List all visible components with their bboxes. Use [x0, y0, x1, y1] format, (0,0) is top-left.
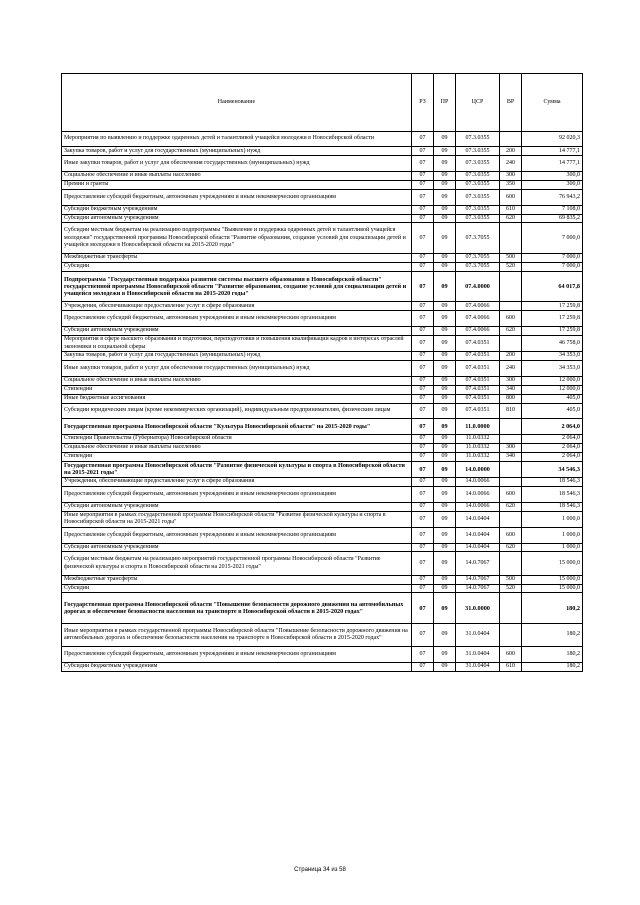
cell-csr: 07.3.0355 — [456, 156, 500, 172]
cell-rz: 07 — [412, 223, 434, 254]
header-name: Наименование — [62, 74, 412, 132]
cell-name: Стипендии — [62, 385, 412, 394]
cell-pr: 09 — [434, 311, 456, 327]
table-row — [62, 214, 583, 223]
cell-pr: 09 — [434, 575, 456, 584]
cell-rz: 07 — [412, 624, 434, 647]
cell-pr: 09 — [434, 486, 456, 502]
cell-vr — [500, 552, 522, 575]
cell-csr: 07.3.7055 — [456, 223, 500, 254]
table-row — [62, 223, 583, 254]
cell-pr: 09 — [434, 214, 456, 223]
cell-vr: 600 — [500, 527, 522, 543]
cell-vr: 520 — [500, 262, 522, 271]
cell-sum: 12 000,0 — [522, 376, 583, 385]
table-row — [62, 584, 583, 593]
cell-vr: 350 — [500, 180, 522, 189]
cell-sum: 14 777,1 — [522, 156, 583, 172]
cell-pr: 09 — [434, 394, 456, 403]
page-number: Страница 34 из 58 — [294, 867, 346, 873]
cell-rz: 07 — [412, 180, 434, 189]
table-row — [62, 311, 583, 327]
cell-sum: 15 000,0 — [522, 552, 583, 575]
cell-pr: 09 — [434, 624, 456, 647]
cell-pr: 09 — [434, 361, 456, 377]
cell-sum: 12 000,0 — [522, 385, 583, 394]
cell-rz: 07 — [412, 147, 434, 156]
cell-sum: 2 064,0 — [522, 444, 583, 453]
cell-pr: 09 — [434, 302, 456, 311]
table-row — [62, 205, 583, 214]
cell-vr — [500, 511, 522, 527]
cell-pr: 09 — [434, 376, 456, 385]
cell-sum: 15 000,0 — [522, 575, 583, 584]
cell-vr — [500, 419, 522, 435]
table-row — [62, 180, 583, 189]
cell-sum: 17 259,8 — [522, 327, 583, 336]
cell-csr: 07.4.0351 — [456, 361, 500, 377]
cell-pr: 09 — [434, 584, 456, 593]
cell-rz: 07 — [412, 461, 434, 477]
cell-sum: 7 000,0 — [522, 223, 583, 254]
cell-name: Стипендии — [62, 452, 412, 461]
cell-rz: 07 — [412, 376, 434, 385]
cell-csr: 14.0.7067 — [456, 584, 500, 593]
cell-pr: 09 — [434, 147, 456, 156]
cell-sum: 69 835,2 — [522, 214, 583, 223]
cell-pr: 09 — [434, 131, 456, 147]
cell-rz: 07 — [412, 477, 434, 486]
cell-name: Субсидии автономным учреждениям — [62, 543, 412, 552]
cell-pr: 09 — [434, 552, 456, 575]
cell-name: Предоставление субсидий бюджетным, автономным учреждениям и иным некоммерческим организациям — [62, 486, 412, 502]
cell-name: Предоставление субсидий бюджетным, автономным учреждениям и иным некоммерческим организациям — [62, 189, 412, 205]
cell-csr: 07.3.0355 — [456, 172, 500, 181]
cell-vr: 200 — [500, 352, 522, 361]
cell-csr: 07.4.0351 — [456, 403, 500, 419]
table-row — [62, 352, 583, 361]
table-row — [62, 394, 583, 403]
cell-rz: 07 — [412, 254, 434, 263]
budget-table — [61, 73, 583, 672]
cell-vr: 610 — [500, 662, 522, 671]
cell-sum: 1 000,0 — [522, 511, 583, 527]
cell-vr: 620 — [500, 214, 522, 223]
cell-vr: 800 — [500, 394, 522, 403]
cell-name: Субсидии местным бюджетам на реализацию мероприятий государственной программы Новосибирской области "Развитие физической культуры и спорта в Новосибирской области на 2015-2021 годы" — [62, 552, 412, 575]
table-row — [62, 444, 583, 453]
table-row — [62, 502, 583, 511]
cell-csr: 11.0.0332 — [456, 452, 500, 461]
cell-csr: 11.0.0332 — [456, 435, 500, 444]
cell-name: Предоставление субсидий бюджетным, автономным учреждениям и иным некоммерческим организациям — [62, 647, 412, 663]
cell-pr: 09 — [434, 189, 456, 205]
cell-pr: 09 — [434, 461, 456, 477]
table-row — [62, 131, 583, 147]
cell-pr: 09 — [434, 180, 456, 189]
table-row — [62, 662, 583, 671]
cell-sum: 18 546,3 — [522, 486, 583, 502]
cell-rz: 07 — [412, 311, 434, 327]
table-row — [62, 189, 583, 205]
cell-rz: 07 — [412, 156, 434, 172]
cell-rz: 07 — [412, 205, 434, 214]
cell-vr — [500, 461, 522, 477]
table-row — [62, 385, 583, 394]
cell-csr: 14.0.0404 — [456, 543, 500, 552]
cell-vr — [500, 593, 522, 624]
cell-csr: 07.4.0000 — [456, 271, 500, 302]
cell-rz: 07 — [412, 575, 434, 584]
cell-vr — [500, 131, 522, 147]
cell-sum: 2 064,0 — [522, 419, 583, 435]
header-csr: ЦСР — [456, 74, 500, 132]
cell-sum: 1 000,0 — [522, 543, 583, 552]
cell-vr: 810 — [500, 403, 522, 419]
cell-csr: 07.3.0355 — [456, 147, 500, 156]
cell-csr: 14.0.7067 — [456, 575, 500, 584]
cell-sum: 34 353,0 — [522, 361, 583, 377]
cell-pr: 09 — [434, 543, 456, 552]
cell-rz: 07 — [412, 552, 434, 575]
cell-name: Подпрограмма "Государственная поддержка развития системы высшего образования в Новосибирской области" государственной программы Новосибирской области "Развитие образования, создание условий для социализации детей и учащейся молодежи в Новосибирской области на 2015-2020 годы" — [62, 271, 412, 302]
cell-vr — [500, 624, 522, 647]
header-rz: РЗ — [412, 74, 434, 132]
cell-name: Межбюджетные трансферты — [62, 575, 412, 584]
cell-sum: 7 000,0 — [522, 254, 583, 263]
cell-name: Субсидии — [62, 262, 412, 271]
cell-rz: 07 — [412, 327, 434, 336]
cell-csr: 07.4.0351 — [456, 394, 500, 403]
cell-rz: 07 — [412, 352, 434, 361]
cell-vr: 620 — [500, 502, 522, 511]
cell-csr: 11.0.0332 — [456, 444, 500, 453]
cell-csr: 14.0.7067 — [456, 552, 500, 575]
cell-csr: 07.3.0355 — [456, 180, 500, 189]
cell-vr: 300 — [500, 376, 522, 385]
cell-vr: 600 — [500, 647, 522, 663]
cell-sum: 1 000,0 — [522, 527, 583, 543]
cell-name: Социальное обеспечение и иные выплаты населению — [62, 444, 412, 453]
table-row — [62, 172, 583, 181]
cell-rz: 07 — [412, 214, 434, 223]
cell-name: Мероприятия в сфере высшего образования и подготовки, переподготовки и повышения квалификации кадров в интересах отраслей экономики и социальной сферы — [62, 335, 412, 351]
cell-pr: 09 — [434, 435, 456, 444]
cell-name: Субсидии местным бюджетам на реализацию подпрограммы "Выявление и поддержка одаренных детей и талантливой учащейся молодежи" государственной программы Новосибирской области "Развитие образования, создание условий для социализации детей и учащейся молодежи в Новосибирской области на 2015-2020 годы" — [62, 223, 412, 254]
cell-rz: 07 — [412, 662, 434, 671]
cell-name: Государственная программа Новосибирской области "Развитие физической культуры и спорта в Новосибирской области на 2015-2021 годы" — [62, 461, 412, 477]
cell-sum: 300,0 — [522, 172, 583, 181]
header-vr: ВР — [500, 74, 522, 132]
cell-name: Иные закупки товаров, работ и услуг для обеспечения государственных (муниципальных) нужд — [62, 361, 412, 377]
cell-vr: 240 — [500, 361, 522, 377]
cell-pr: 09 — [434, 352, 456, 361]
cell-rz: 07 — [412, 394, 434, 403]
table-row — [62, 327, 583, 336]
cell-pr: 09 — [434, 335, 456, 351]
cell-pr: 09 — [434, 254, 456, 263]
table-body — [62, 131, 583, 671]
cell-pr: 09 — [434, 593, 456, 624]
cell-csr: 07.3.0355 — [456, 214, 500, 223]
cell-name: Государственная программа Новосибирской области "Культура Новосибирской области" на 2015-2020 годы" — [62, 419, 412, 435]
cell-rz: 07 — [412, 385, 434, 394]
cell-sum: 180,2 — [522, 593, 583, 624]
cell-vr: 600 — [500, 189, 522, 205]
table-row — [62, 624, 583, 647]
cell-vr: 300 — [500, 444, 522, 453]
cell-name: Учреждения, обеспечивающие предоставление услуг в сфере образования — [62, 477, 412, 486]
cell-pr: 09 — [434, 647, 456, 663]
cell-pr: 09 — [434, 262, 456, 271]
cell-vr: 240 — [500, 156, 522, 172]
cell-rz: 07 — [412, 593, 434, 624]
cell-name: Предоставление субсидий бюджетным, автономным учреждениям и иным некоммерческим организациям — [62, 311, 412, 327]
table-row — [62, 461, 583, 477]
cell-rz: 07 — [412, 435, 434, 444]
cell-csr: 11.0.0000 — [456, 419, 500, 435]
cell-pr: 09 — [434, 477, 456, 486]
cell-pr: 09 — [434, 444, 456, 453]
cell-name: Предоставление субсидий бюджетным, автономным учреждениям и иным некоммерческим организациям — [62, 527, 412, 543]
table-row — [62, 271, 583, 302]
cell-vr: 620 — [500, 327, 522, 336]
cell-sum: 405,0 — [522, 394, 583, 403]
cell-rz: 07 — [412, 647, 434, 663]
table-row — [62, 262, 583, 271]
cell-csr: 07.3.0355 — [456, 189, 500, 205]
cell-sum: 92 020,3 — [522, 131, 583, 147]
cell-rz: 07 — [412, 335, 434, 351]
cell-sum: 180,2 — [522, 662, 583, 671]
cell-sum: 180,2 — [522, 624, 583, 647]
cell-csr: 07.3.0355 — [456, 205, 500, 214]
cell-rz: 07 — [412, 271, 434, 302]
cell-vr: 620 — [500, 543, 522, 552]
cell-csr: 14.0.0066 — [456, 486, 500, 502]
cell-pr: 09 — [434, 327, 456, 336]
table-row — [62, 593, 583, 624]
cell-pr: 09 — [434, 502, 456, 511]
cell-rz: 07 — [412, 172, 434, 181]
cell-pr: 09 — [434, 419, 456, 435]
cell-csr: 14.0.0404 — [456, 527, 500, 543]
cell-vr: 340 — [500, 452, 522, 461]
cell-name: Субсидии бюджетным учреждениям — [62, 205, 412, 214]
header-pr: ПР — [434, 74, 456, 132]
cell-csr: 07.3.7055 — [456, 262, 500, 271]
cell-rz: 07 — [412, 452, 434, 461]
table-row — [62, 376, 583, 385]
table-row — [62, 435, 583, 444]
cell-rz: 07 — [412, 543, 434, 552]
table-row — [62, 419, 583, 435]
cell-name: Субсидии автономным учреждениям — [62, 327, 412, 336]
cell-sum: 46 758,0 — [522, 335, 583, 351]
cell-csr: 31.0.0000 — [456, 593, 500, 624]
cell-csr: 07.3.7055 — [456, 254, 500, 263]
cell-vr: 500 — [500, 254, 522, 263]
cell-name: Стипендии Правительства (Губернатора) Новосибирской области — [62, 435, 412, 444]
cell-rz: 07 — [412, 262, 434, 271]
cell-pr: 09 — [434, 452, 456, 461]
cell-vr: 500 — [500, 575, 522, 584]
cell-csr: 31.0.0404 — [456, 624, 500, 647]
cell-name: Субсидии — [62, 584, 412, 593]
cell-sum: 76 943,2 — [522, 189, 583, 205]
cell-sum: 14 777,1 — [522, 147, 583, 156]
header-sum: Сумма — [522, 74, 583, 132]
cell-sum: 34 546,3 — [522, 461, 583, 477]
cell-name: Закупка товаров, работ и услуг для государственных (муниципальных) нужд — [62, 147, 412, 156]
cell-csr: 07.4.0351 — [456, 352, 500, 361]
cell-csr: 07.4.0066 — [456, 302, 500, 311]
cell-rz: 07 — [412, 302, 434, 311]
cell-name: Межбюджетные трансферты — [62, 254, 412, 263]
cell-name: Государственная программа Новосибирской области "Повышение безопасности дорожного движения на автомобильных дорогах и обеспечение безопасности населения на транспорте в Новосибирской области в 2015-2020 годах" — [62, 593, 412, 624]
table-header-row — [62, 74, 583, 132]
cell-csr: 31.0.0404 — [456, 647, 500, 663]
cell-rz: 07 — [412, 511, 434, 527]
cell-csr: 14.0.0066 — [456, 502, 500, 511]
cell-vr: 600 — [500, 311, 522, 327]
table-row — [62, 403, 583, 419]
cell-name: Социальное обеспечение и иные выплаты населению — [62, 376, 412, 385]
cell-sum: 64 017,8 — [522, 271, 583, 302]
cell-pr: 09 — [434, 223, 456, 254]
cell-vr — [500, 477, 522, 486]
cell-sum: 34 353,0 — [522, 352, 583, 361]
cell-pr: 09 — [434, 527, 456, 543]
cell-name: Субсидии юридическим лицам (кроме некоммерческих организаций), индивидуальным предпринимателям, физическим лицам — [62, 403, 412, 419]
cell-pr: 09 — [434, 385, 456, 394]
cell-sum: 7 000,0 — [522, 262, 583, 271]
cell-name: Иные мероприятия в рамках государственной программы Новосибирской области "Повышение безопасности дорожного движения на автомобильных дорогах и обеспечение безопасности населения на транспорте в Новосибирской области в 2015-2020 годах" — [62, 624, 412, 647]
cell-pr: 09 — [434, 403, 456, 419]
cell-name: Премии и гранты — [62, 180, 412, 189]
cell-sum: 17 259,8 — [522, 311, 583, 327]
cell-vr: 600 — [500, 486, 522, 502]
cell-vr — [500, 271, 522, 302]
cell-vr — [500, 435, 522, 444]
cell-name: Иные бюджетные ассигнования — [62, 394, 412, 403]
cell-csr: 14.0.0066 — [456, 477, 500, 486]
cell-csr: 07.4.0066 — [456, 311, 500, 327]
cell-csr: 07.4.0066 — [456, 327, 500, 336]
table-row — [62, 647, 583, 663]
table-row — [62, 254, 583, 263]
cell-rz: 07 — [412, 419, 434, 435]
cell-vr: 300 — [500, 172, 522, 181]
cell-sum: 2 064,0 — [522, 452, 583, 461]
cell-vr: 200 — [500, 147, 522, 156]
cell-rz: 07 — [412, 444, 434, 453]
table-row — [62, 527, 583, 543]
cell-sum: 300,0 — [522, 180, 583, 189]
cell-pr: 09 — [434, 662, 456, 671]
table-row — [62, 335, 583, 351]
table-row — [62, 477, 583, 486]
cell-sum: 15 000,0 — [522, 584, 583, 593]
cell-rz: 07 — [412, 403, 434, 419]
cell-name: Закупка товаров, работ и услуг для государственных (муниципальных) нужд — [62, 352, 412, 361]
table-row — [62, 511, 583, 527]
table-row — [62, 575, 583, 584]
cell-sum: 18 546,3 — [522, 502, 583, 511]
table-row — [62, 156, 583, 172]
cell-pr: 09 — [434, 511, 456, 527]
table-row — [62, 486, 583, 502]
cell-name: Иные мероприятия в рамках государственной программы Новосибирской области "Развитие физической культуры и спорта в Новосибирской области на 2015-2021 годы" — [62, 511, 412, 527]
cell-sum: 7 108,0 — [522, 205, 583, 214]
cell-name: Социальное обеспечение и иные выплаты населению — [62, 172, 412, 181]
cell-vr — [500, 335, 522, 351]
cell-csr: 14.0.0404 — [456, 511, 500, 527]
cell-pr: 09 — [434, 172, 456, 181]
table-row — [62, 452, 583, 461]
cell-sum: 17 259,8 — [522, 302, 583, 311]
cell-csr: 31.0.0404 — [456, 662, 500, 671]
cell-csr: 07.4.0351 — [456, 376, 500, 385]
document-page — [61, 73, 582, 672]
cell-vr — [500, 302, 522, 311]
cell-vr: 340 — [500, 385, 522, 394]
cell-name: Субсидии бюджетным учреждениям — [62, 662, 412, 671]
cell-sum: 2 064,0 — [522, 435, 583, 444]
cell-vr — [500, 223, 522, 254]
cell-name: Субсидии автономным учреждениям — [62, 214, 412, 223]
cell-name: Иные закупки товаров, работ и услуг для обеспечения государственных (муниципальных) нужд — [62, 156, 412, 172]
cell-vr: 610 — [500, 205, 522, 214]
cell-csr: 14.0.0000 — [456, 461, 500, 477]
cell-name: Субсидии автономным учреждениям — [62, 502, 412, 511]
cell-csr: 07.4.0351 — [456, 385, 500, 394]
cell-csr: 07.3.0355 — [456, 131, 500, 147]
cell-rz: 07 — [412, 189, 434, 205]
table-row — [62, 552, 583, 575]
cell-pr: 09 — [434, 205, 456, 214]
cell-vr: 520 — [500, 584, 522, 593]
cell-rz: 07 — [412, 584, 434, 593]
cell-rz: 07 — [412, 527, 434, 543]
cell-rz: 07 — [412, 131, 434, 147]
cell-csr: 07.4.0351 — [456, 335, 500, 351]
table-row — [62, 147, 583, 156]
cell-rz: 07 — [412, 486, 434, 502]
table-row — [62, 302, 583, 311]
table-row — [62, 543, 583, 552]
cell-name: Мероприятия по выявлению и поддержке одаренных детей и талантливой учащейся молодежи в Новосибирской области — [62, 131, 412, 147]
cell-pr: 09 — [434, 156, 456, 172]
cell-pr: 09 — [434, 271, 456, 302]
cell-rz: 07 — [412, 502, 434, 511]
cell-sum: 405,0 — [522, 403, 583, 419]
cell-sum: 18 546,3 — [522, 477, 583, 486]
cell-sum: 180,2 — [522, 647, 583, 663]
table-row — [62, 361, 583, 377]
cell-name: Учреждения, обеспечивающие предоставление услуг в сфере образования — [62, 302, 412, 311]
cell-rz: 07 — [412, 361, 434, 377]
